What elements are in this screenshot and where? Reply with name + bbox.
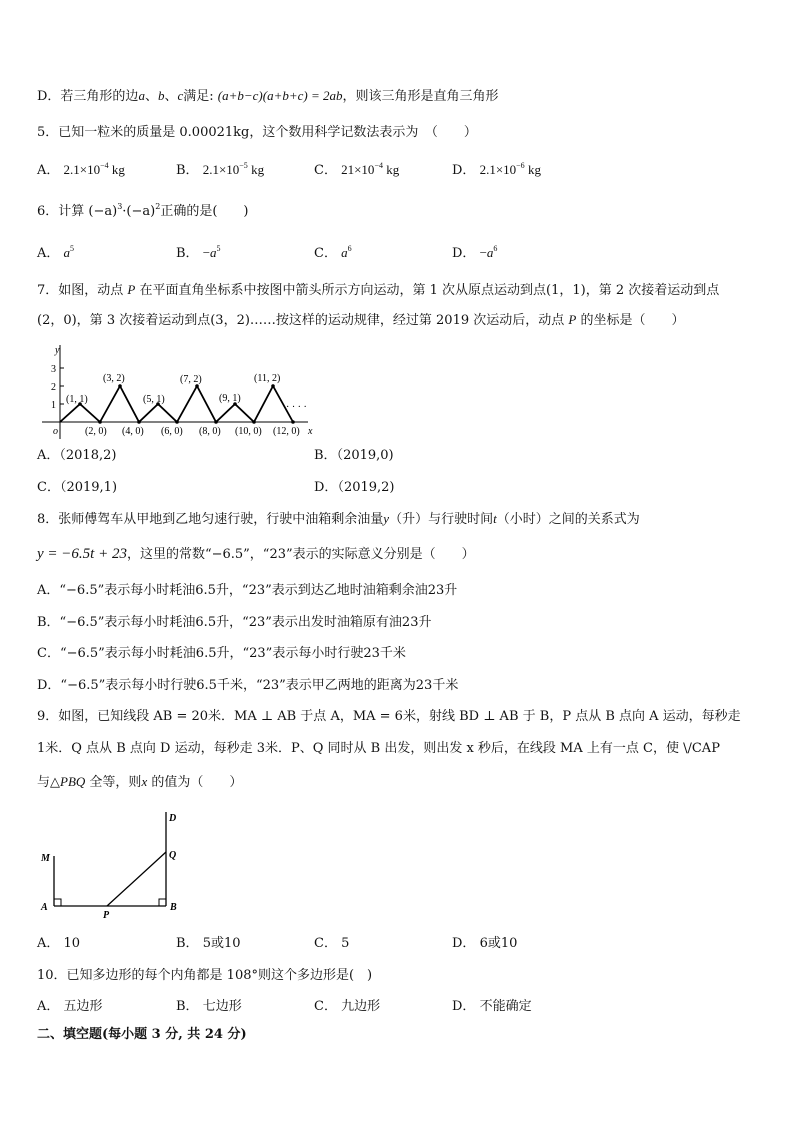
pt-label-8-0: (8, 0): [199, 426, 221, 437]
x-axis-label: x: [308, 426, 313, 437]
q7-stem-line1: 7．如图，动点 P 在平面直角坐标系中按图中箭头所示方向运动，第 1 次从原点运动到点(1，1)，第 2 次接着运动到点: [37, 282, 720, 298]
q4-mid: 满足:: [183, 89, 214, 104]
q6-stem: 6．计算 $(-a)^3\cdot(-a)^2$正确的是( ): [37, 202, 249, 219]
label-d: D: [169, 813, 177, 824]
q4-var-a: a: [138, 88, 145, 103]
q8-option-d: D．“−6.5”表示每小时行驶6.5千米，“23”表示甲乙两地的距离为23千米: [37, 678, 459, 693]
pt-label-11-2: (11, 2): [254, 373, 281, 384]
label-p: P: [103, 910, 110, 921]
right-angle-b: [159, 899, 166, 906]
right-angle-a: [54, 899, 61, 906]
q9-stem-line2: 1米．Q 点从 B 点向 D 运动，每秒走 3米．P、Q 同时从 B 出发，则出发 x 秒后，在线段 MA 上有一点 C，使 \/CAP: [37, 741, 720, 756]
q4-var-b: b: [157, 88, 165, 103]
pt-label-10-0: (10, 0): [235, 426, 262, 437]
q10-option-d: D． 不能确定: [452, 999, 532, 1014]
q4-sep1: 、: [144, 89, 158, 104]
q8-option-c: C．“−6.5”表示每小时耗油6.5升，“23”表示每小时行驶23千米: [37, 646, 406, 661]
q4-suffix: ，则该三角形是直角三角形: [342, 89, 499, 104]
pt-label-4-0: (4, 0): [122, 426, 144, 437]
q7-stem-line2: (2，0)，第 3 次接着运动到点(3，2)……按这样的运动规律，经过第 2019 次运动后，动点 P 的坐标是（ ）: [37, 312, 685, 328]
q4-sep2: 、: [164, 89, 178, 104]
q9-stem-line1: 9．如图，已知线段 AB = 20米．MA ⊥ AB 于点 A，MA = 6米，射线 BD ⊥ AB 于 B，P 点从 B 点向 A 运动，每秒走: [37, 709, 741, 724]
q6-option-c: C． $a^6$: [314, 244, 352, 261]
q7-option-a: A．（2018,2): [37, 448, 117, 463]
q7-option-b: B．（2019,0): [314, 448, 394, 463]
continuation-dots: · · · ·: [286, 402, 307, 413]
q9-geometry-figure: [36, 808, 196, 923]
q9-option-d: D． 6或10: [452, 936, 518, 951]
q9-option-b: B． 5或10: [176, 936, 241, 951]
y-tick-2: 2: [51, 382, 56, 393]
q9-stem-line3: 与△PBQ 全等，则x 的值为（ ）: [37, 774, 243, 790]
section2-title: 二、填空题(每小题 3 分, 共 24 分): [37, 1027, 247, 1042]
origin-label: o: [53, 426, 58, 437]
q8-stem-line1: 8．张师傅驾车从甲地到乙地匀速行驶，行驶中油箱剩余油量y（升）与行驶时间t（小时）之间的关系式为: [37, 511, 640, 527]
q8-option-b: B．“−6.5”表示每小时耗油6.5升，“23”表示出发时油箱原有油23升: [37, 615, 432, 630]
q6-option-b: B． $-a^5$: [176, 244, 221, 261]
q10-option-b: B． 七边形: [176, 999, 242, 1014]
pt-label-1-1: (1, 1): [66, 394, 88, 405]
q5-option-b: B． $2.1\times 10^{-5}$ kg: [176, 161, 265, 178]
q7-zigzag-figure: [40, 342, 330, 442]
y-axis-label: y: [55, 345, 60, 356]
y-tick-3: 3: [51, 364, 56, 375]
q4-formula: (a+b−c)(a+b+c) = 2ab: [217, 88, 343, 103]
q7-option-d: D．（2019,2): [314, 480, 395, 495]
q8-stem-line2: y = −6.5t + 23，这里的常数“−6.5”，“23”表示的实际意义分别是（ ）: [37, 546, 475, 562]
segment-pq: [107, 852, 166, 906]
q5-stem: 5．已知一粒米的质量是 0.00021kg，这个数用科学记数法表示为 （ ）: [37, 125, 477, 140]
y-tick-1: 1: [51, 400, 56, 411]
pt-label-9-1: (9, 1): [219, 393, 241, 404]
pt-label-3-2: (3, 2): [103, 373, 125, 384]
q4-option-d: [37, 87, 499, 106]
label-q: Q: [169, 850, 177, 861]
pt-label-12-0: (12, 0): [273, 426, 300, 437]
q6-option-a: A． $a^5$: [37, 244, 75, 261]
label-a: A: [41, 902, 48, 913]
q5-option-c: C． $21\times 10^{-4}$ kg: [314, 161, 400, 178]
q10-option-a: A． 五边形: [37, 999, 103, 1014]
pt-label-7-2: (7, 2): [180, 374, 202, 385]
label-m: M: [41, 853, 50, 864]
pt-label-6-0: (6, 0): [161, 426, 183, 437]
q10-option-c: C． 九边形: [314, 999, 381, 1014]
q4-prefix: D．若三角形的边: [37, 89, 139, 104]
pt-label-5-1: (5, 1): [143, 394, 165, 405]
q10-stem: 10．已知多边形的每个内角都是 108°则这个多边形是( ): [37, 968, 373, 983]
q4-var-c: c: [177, 88, 184, 103]
pt-label-2-0: (2, 0): [85, 426, 107, 437]
q9-option-a: A． 10: [37, 936, 81, 951]
zigzag-path: [60, 386, 293, 422]
q5-option-a: A． $2.1\times 10^{-4}$ kg: [37, 161, 125, 178]
q7-option-c: C．（2019,1): [37, 480, 118, 495]
q6-option-d: D． $-a^6$: [452, 244, 498, 261]
q5-option-d: D． $2.1\times 10^{-6}$ kg: [452, 161, 541, 178]
label-b: B: [170, 902, 177, 913]
q8-option-a: A．“−6.5”表示每小时耗油6.5升，“23”表示到达乙地时油箱剩余油23升: [37, 583, 458, 598]
q9-option-c: C． 5: [314, 936, 350, 951]
